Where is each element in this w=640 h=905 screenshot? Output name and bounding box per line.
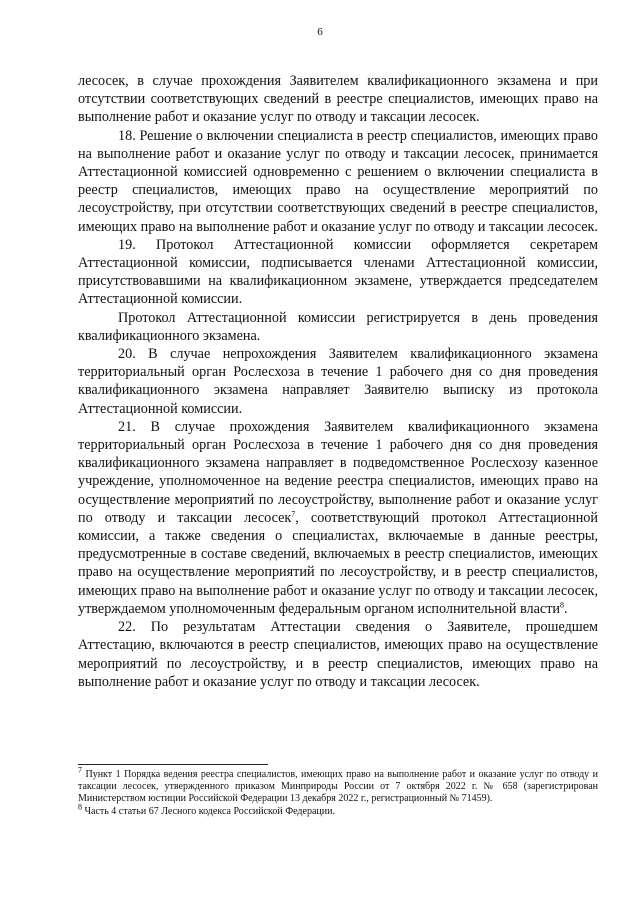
footnotes bbox=[78, 765, 598, 818]
footnote-text: Часть 4 статьи 67 Лесного кодекса Российской Федерации. bbox=[82, 805, 335, 817]
paragraph-continuation: лесосек, в случае прохождения Заявителем квалификационного экзамена и при отсутствии соответствующих сведений в реестре специалистов, имеющих право на выполнение работ и оказание услуг по отводу и таксации лесосек. bbox=[78, 73, 598, 126]
paragraph-19: 19. Протокол Аттестационной комиссии оформляется секретарем Аттестационной комиссии, подписывается членами Аттестационной комиссии, присутствовавшими на квалификационном экзамене, утверждается председателем Аттестационной комиссии. bbox=[78, 236, 598, 308]
page-number: 6 bbox=[317, 26, 323, 38]
footnote-divider bbox=[78, 764, 268, 765]
footnote-7 bbox=[78, 765, 598, 806]
footnote-mark: 7 bbox=[78, 765, 82, 775]
paragraph-21-part-1: 21. В случае прохождения Заявителем квалификационного экзамена территориальный орган Рослесхоза в течение 1 рабочего дня со дня проведения квалификационного экзамена направляет в подведомственное Рослесхозу казенное учреждение, уполномоченное на ведение реестра специалистов, имеющих право на осуществление мероприятий по лесоустройству, выполнение работ и оказание услуг по отводу и таксации лесосек bbox=[78, 418, 598, 526]
footnote-8 bbox=[78, 802, 598, 818]
paragraph-18: 18. Решение о включении специалиста в реестр специалистов, имеющих право на выполнение работ и оказание услуг по отводу и таксации лесосек, принимается Аттестационной комиссией одновременно с решением о включении специалиста в реестр специалистов, имеющих право на осуществление мероприятий по лесоустройству, при отсутствии соответствующих сведений в реестре специалистов, имеющих право на выполнение работ и оказание услуг по отводу и таксации лесосек. bbox=[78, 127, 598, 235]
paragraph-20: 20. В случае непрохождения Заявителем квалификационного экзамена территориальный орган Рослесхоза в течение 1 рабочего дня со дня проведения квалификационного экзамена направляет Заявителю выписку из протокола Аттестационной комиссии. bbox=[78, 346, 598, 417]
paragraph-21-part-3: . bbox=[564, 600, 568, 617]
paragraph-21-part-2: , соответствующий протокол Аттестационной комиссии, а также сведения о специалистах, включаемые в данные реестры, предусмотренные в составе сведений, включаемых в реестр специалистов, имеющих право на осуществление мероприятий по лесоустройству, и в реестр специалистов, имеющих право на выполнение работ и оказание услуг по отводу и таксации лесосек, утверждаемом уполномоченным федеральным органом исполнительной власти bbox=[78, 509, 598, 617]
document-body bbox=[78, 72, 598, 691]
footnote-ref-8: 8 bbox=[560, 600, 564, 610]
paragraph-19-registration: Протокол Аттестационной комиссии регистрируется в день проведения квалификационного экзамена. bbox=[78, 309, 598, 344]
footnote-ref-7: 7 bbox=[291, 509, 296, 519]
paragraph-22: 22. По результатам Аттестации сведения о Заявителе, прошедшем Аттестацию, включаются в реестр специалистов, имеющих право на осуществление мероприятий по лесоустройству, и в реестр специалистов, имеющих право на выполнение работ и оказание услуг по отводу и таксации лесосек. bbox=[78, 619, 598, 690]
footnote-text: Пункт 1 Порядка ведения реестра специалистов, имеющих право на выполнение работ и оказание услуг по отводу и таксации лесосек, утвержденного приказом Минприроды России от 7 октября 2022 г. № 658 (зарегистрирован Министерством юстиции Российской Федерации 13 декабря 2022 г., регистрационный № 71459). bbox=[78, 769, 598, 805]
paragraph-21 bbox=[78, 418, 598, 618]
footnote-mark: 8 bbox=[78, 802, 82, 812]
